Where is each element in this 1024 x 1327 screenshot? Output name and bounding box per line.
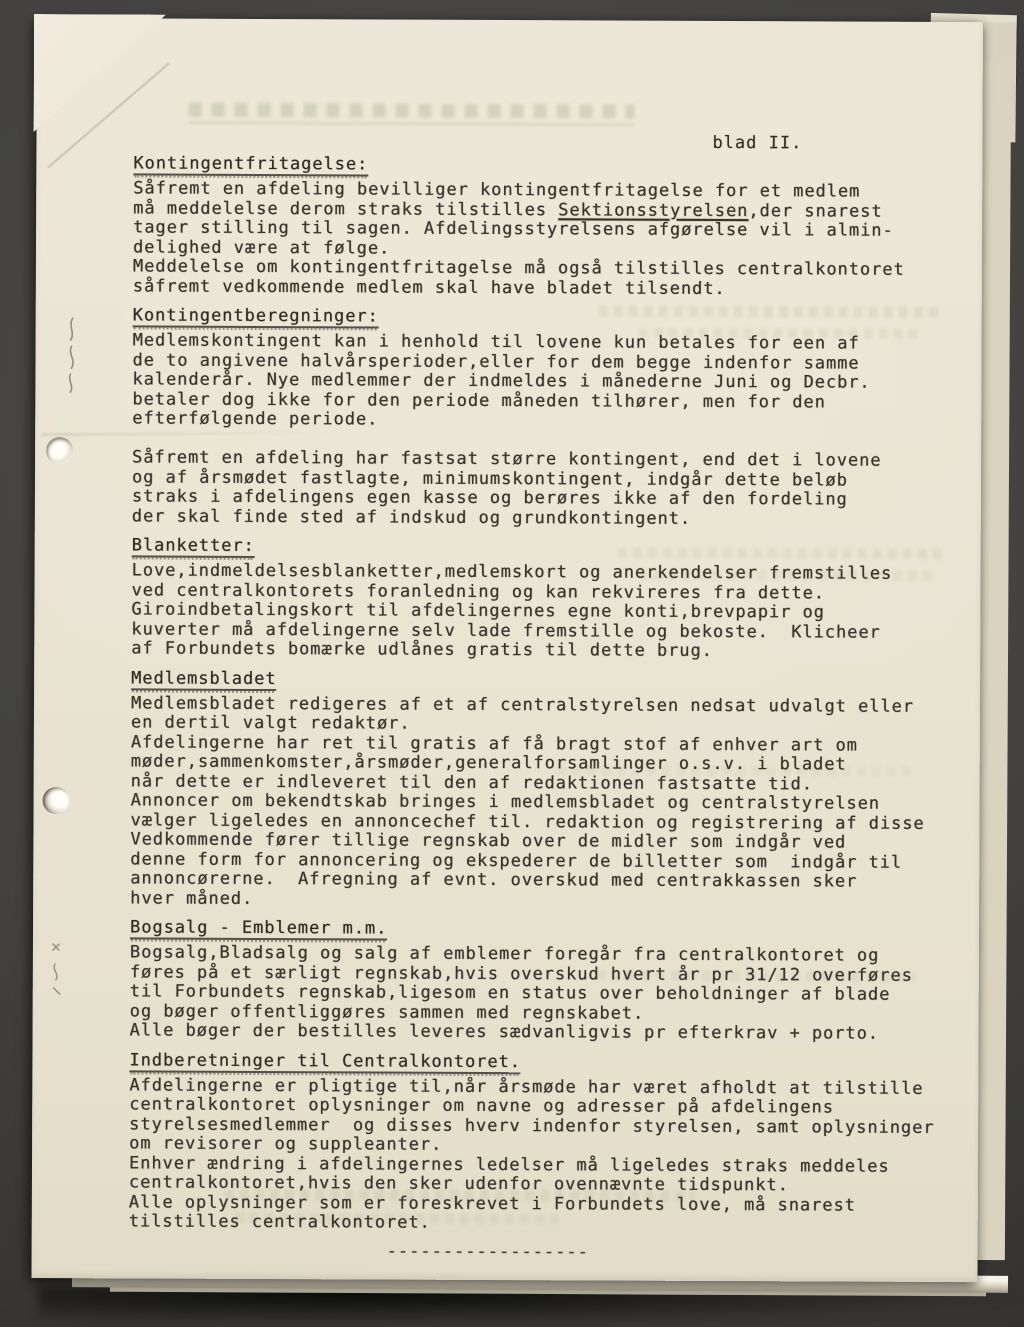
folded-corner [34, 14, 167, 133]
section-heading: Medlemsbladet [131, 667, 277, 689]
section-body: Medlemsbladet redigeres af et af centralstyrelsen nedsat udvalgt eller en dertil valgt redaktør. Afdelingerne har ret til gratis af få bragt stof af enhver art om møder,sammenkomster,årsmøder,generalforsamlinger o.s.v. i bladet når dette er indleveret til den af redaktionen fastsatte tid. Annoncer om bekendtskab bringes i medlemsbladet og centralstyrelsen vælger ligeledes en annoncechef til. redaktion og registrering af disse Vedkommende fører tillige regnskab over de midler som indgår ved denne form for annoncering og ekspederer de billetter som indgår til annoncørerne. Afregning af evnt. overskud med centrakkassen sker hver måned. [130, 692, 925, 909]
section-kontingentfritagelse [133, 153, 952, 300]
section-heading: Blanketter: [131, 535, 255, 556]
section-heading: Kontingentberegninger: [132, 305, 379, 327]
section-body: Medlemskontingent kan i henhold til lovene kun betales for een af de to angivene halvårsperioder,eller for dem begge indenfor samme kalenderår. Nye medlemmer der indmeldes i månederne Juni og Decbr. betaler dog ikke for den periode måneden tilhører, men for den efterfølgende periode. Såfremt en afdeling har fastsat større kontingent, end det i lovene og af årsmødet fastlagte, minimumskontingent, indgår dette beløb straks i afdelingens egen kasse og berøres ikke af den fordeling der skal finde sted af indskud og grundkontingent. [131, 330, 882, 529]
section-indberetninger [129, 1050, 948, 1236]
document-page [32, 18, 983, 1282]
end-separator: ------------------ [386, 1241, 589, 1262]
page-number: blad II. [712, 132, 803, 154]
section-body: Love,indmeldelsesblanketter,medlemskort og anerkendelser fremstilles ved centralkontorets foranledning og kan rekvireres fra dette. Giroindbetalingskort til afdelingernes egne konti,brevpapir og kuverter må afdelingerne selv lade fremstille og bekoste. Klicheer af Forbundets bomærke udlånes gratis til dette brug. [131, 560, 893, 661]
section-blanketter [131, 535, 950, 662]
section-kontingentberegninger [132, 305, 951, 530]
section-heading: Kontingentfritagelse: [133, 153, 369, 175]
typed-content [129, 153, 952, 1264]
body-text: Såfremt en afdeling bevilliger kontingentfritagelse for et medlem må meddelelse derom straks tilstilles [133, 178, 861, 220]
underlined-term: Sektionsstyrelsen [558, 199, 749, 221]
punch-hole-bottom [43, 787, 70, 814]
bleed-through-text [189, 103, 635, 119]
section-heading: Bogsalg - Emblemer m.m. [129, 917, 388, 939]
margin-pen-mark [63, 316, 81, 394]
section-body: Afdelingerne er pligtige til,når årsmøde har været afholdt at tilstille centralkontoret oplysninger om navne og adresser på afdelingens styrelsesmedlemmer og disses hverv indenfor styrelsen, samt oplysninger om revisorer og suppleanter. Enhver ændring i afdelingernes ledelser må ligeledes straks meddeles centralkontoret,hvis den sker udenfor ovennævnte tidspunkt. Alle oplysninger som er foreskrevet i Forbundets love, må snarest tilstilles centralkontoret. [128, 1074, 935, 1233]
section-heading: Indberetninger til Centralkontoret. [129, 1049, 521, 1072]
body-text: ,der snarest tager stilling til sagen. Afdelingsstyrelsens afgørelse vil i almin- delighed være at følge. Meddelelse om kontingentfritagelse må også tilstilles centralkontoret såfremt vedkommende medlem skal have bladet tilsendt. [132, 200, 905, 299]
section-body: Bogsalg,Bladsalg og salg af emblemer foregår fra centralkontoret og føres på et særligt regnskab,hvis overskud hvert år pr 31/12 overføres til Forbundets regnskab,ligesom en status over beholdninger af blade og bøger offentliggøres sammen med regnskabet. Alle bøger der bestilles leveres sædvanligvis pr efterkrav + porto. [129, 942, 913, 1044]
section-medlemsbladet [130, 668, 949, 912]
bleed-through-underline [189, 121, 635, 127]
section-bogsalg-emblemer [130, 917, 949, 1044]
margin-pen-mark [47, 940, 67, 1000]
section-body [133, 179, 952, 300]
punch-hole-top [46, 437, 73, 464]
